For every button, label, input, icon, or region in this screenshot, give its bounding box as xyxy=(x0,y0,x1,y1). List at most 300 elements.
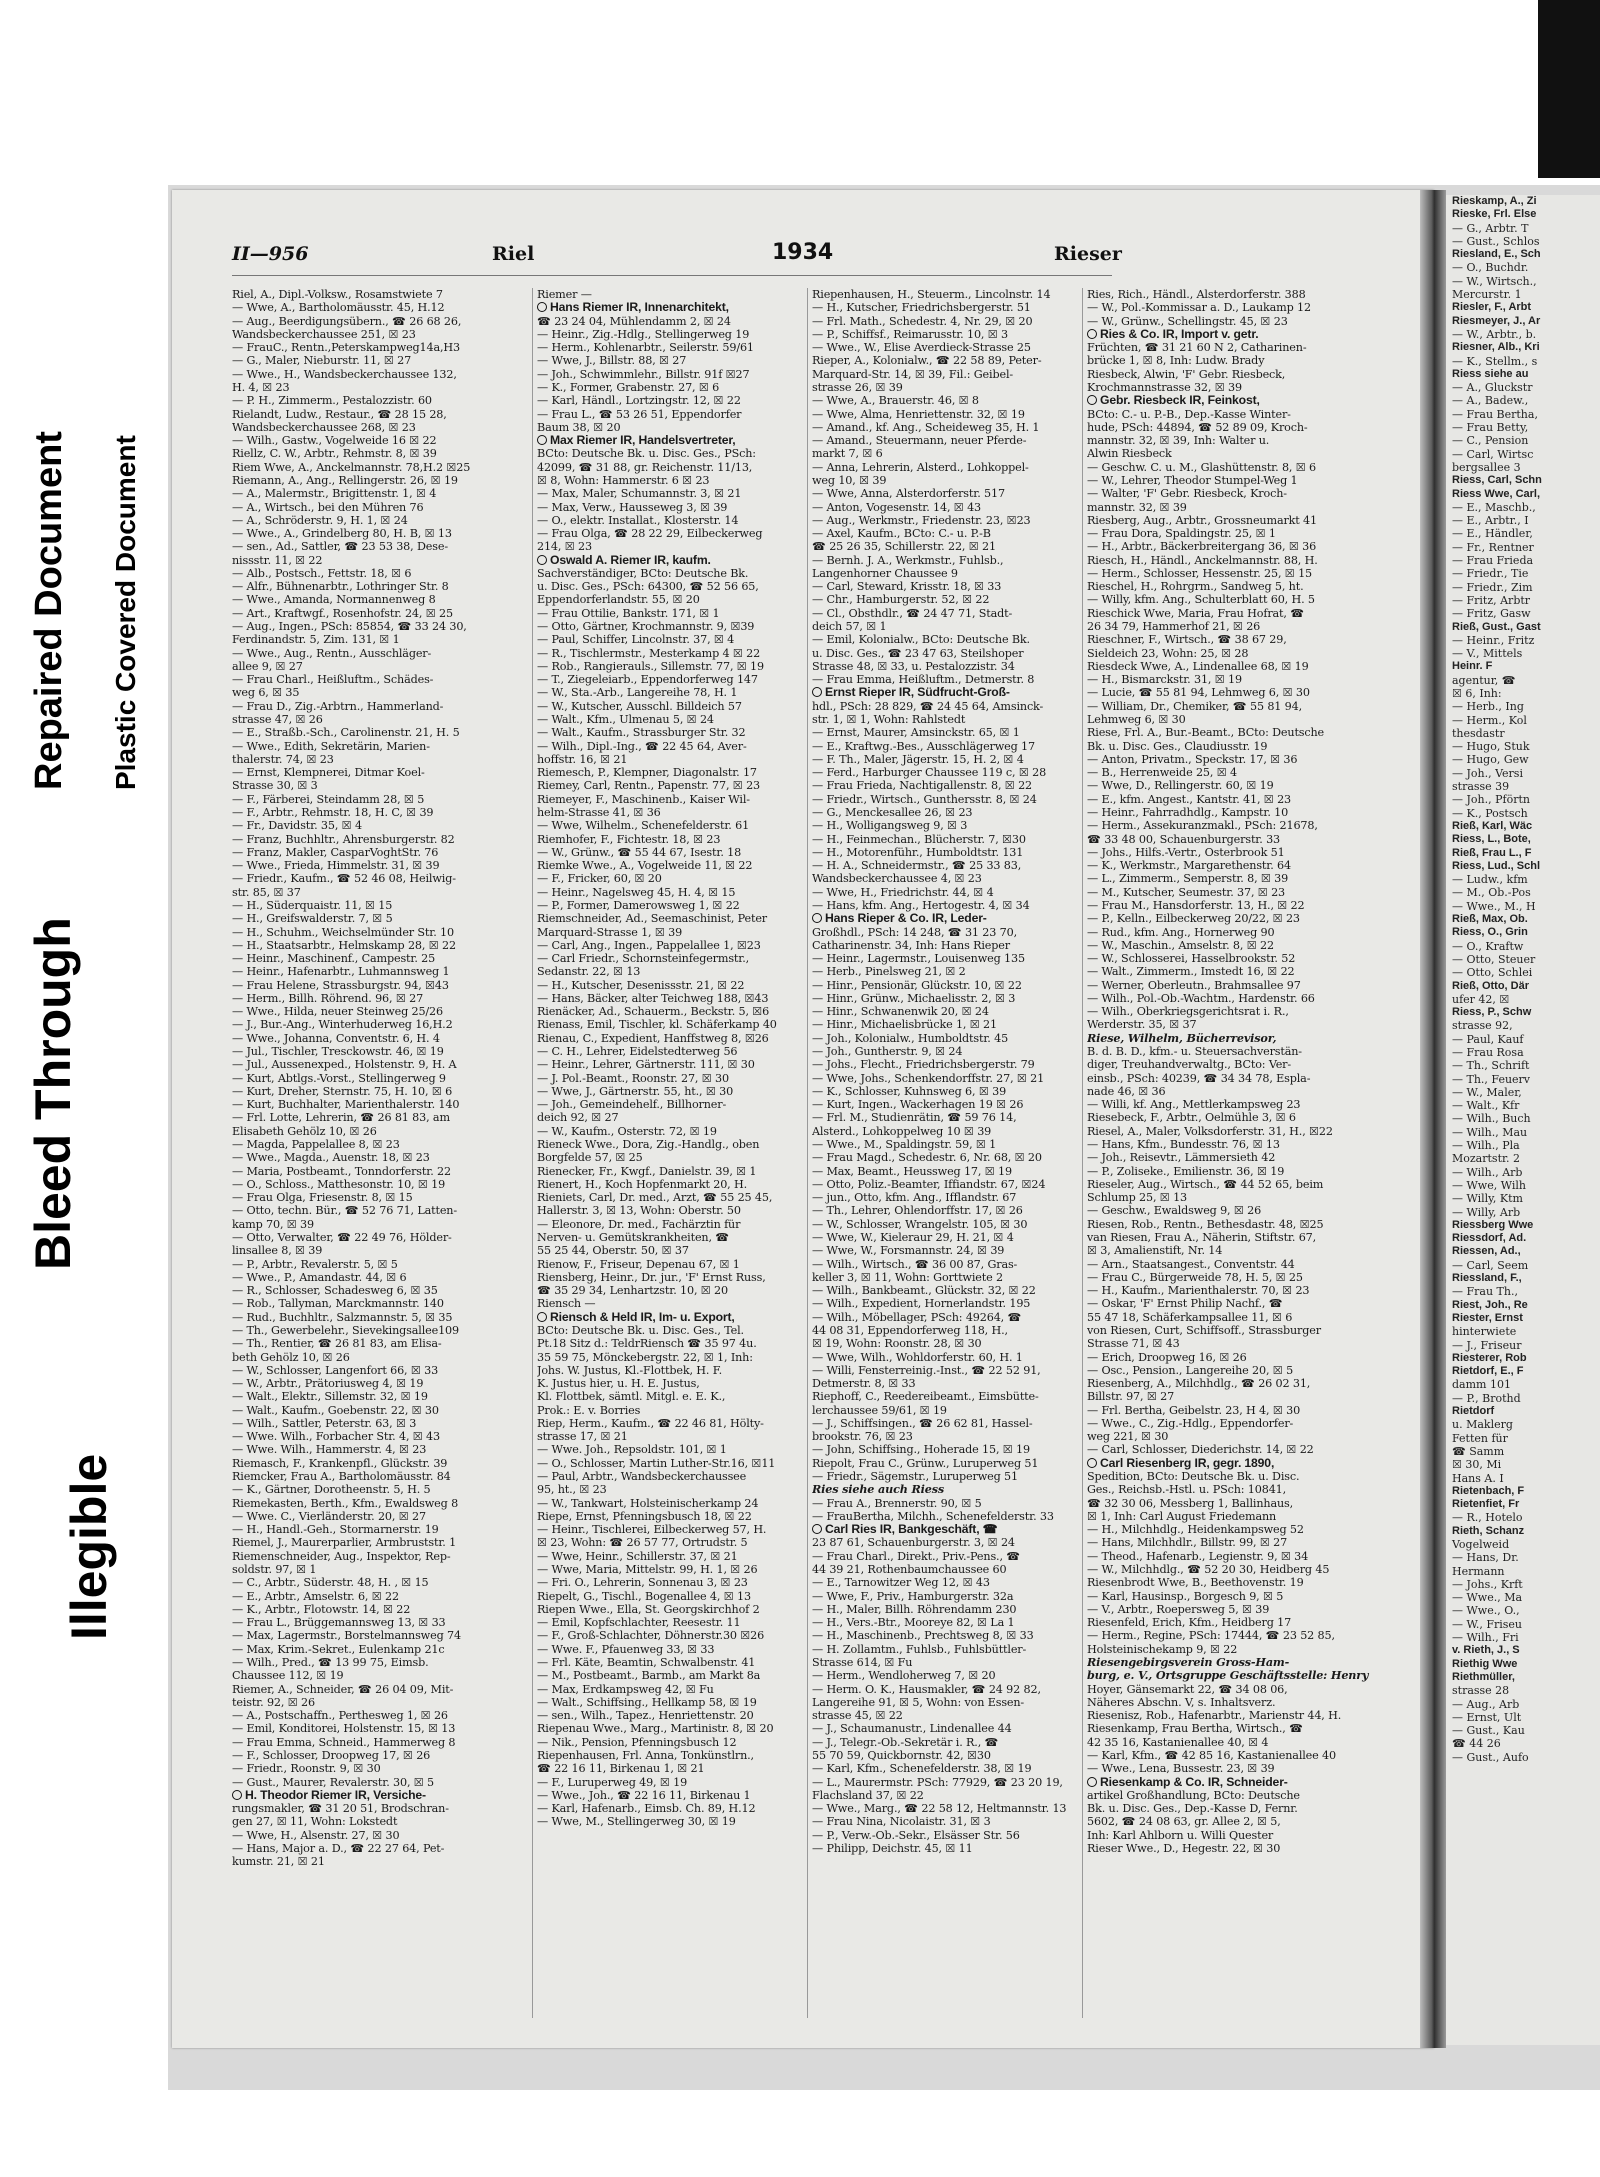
directory-entry xyxy=(232,315,529,328)
bullet-circle-icon xyxy=(232,1790,242,1800)
bullet-circle-icon xyxy=(537,1312,547,1322)
entry-text: H. 4, ☒ 23 xyxy=(232,380,290,394)
directory-entry xyxy=(537,1590,834,1603)
entry-text: Strasse 614, ☒ Fu xyxy=(812,1655,913,1669)
entry-text: Riepelt, G., Tischl., Bogenallee 4, ☒ 13 xyxy=(537,1589,751,1603)
directory-entry xyxy=(232,1018,529,1031)
entry-text: — Hans, Kfm., Bundesstr. 76, ☒ 13 xyxy=(1087,1138,1280,1151)
directory-entry xyxy=(537,1430,834,1443)
entry-text: — L., Zimmerm., Semperstr. 8, ☒ 39 xyxy=(1087,872,1289,886)
directory-entry xyxy=(812,1656,1109,1669)
directory-entry xyxy=(1087,1683,1411,1696)
directory-entry xyxy=(812,1098,1109,1111)
entry-text: — V., Arbtr., Roepersweg 5, ☒ 39 xyxy=(1087,1602,1270,1616)
next-page-entry: Hermann xyxy=(1452,1564,1505,1578)
directory-entry xyxy=(1087,341,1411,354)
entry-text: Riensch — xyxy=(537,1297,596,1311)
entry-text: Strasse 71, ☒ 43 xyxy=(1087,1337,1180,1351)
directory-entry xyxy=(232,1776,529,1789)
directory-entry xyxy=(812,686,1109,699)
directory-entry xyxy=(812,1802,1109,1815)
directory-entry xyxy=(537,1204,834,1217)
entry-text: nade 46, ☒ 36 xyxy=(1087,1084,1166,1098)
directory-entry xyxy=(1087,633,1411,646)
next-page-entry: — C., Pension xyxy=(1452,434,1529,448)
directory-entry xyxy=(812,1616,1109,1629)
directory-entry xyxy=(1087,1563,1411,1576)
entry-text: Werderstr. 35, ☒ 37 xyxy=(1087,1018,1197,1032)
directory-entry xyxy=(812,1829,1109,1842)
directory-entry xyxy=(812,434,1109,447)
entry-text: ☎ 22 16 11, Birkenau 1, ☒ 21 xyxy=(537,1762,705,1776)
directory-entry xyxy=(1087,1523,1411,1536)
entry-text: — E., Tarnowitzer Weg 12, ☒ 43 xyxy=(812,1576,990,1590)
entry-text: ☒ 1, Inh: Carl August Friedemann xyxy=(1087,1509,1277,1523)
next-page-entry: — Walt., Kfr xyxy=(1452,1099,1520,1113)
entry-text: — Frau A., Brennerstr. 90, ☒ 5 xyxy=(812,1496,982,1510)
directory-entry xyxy=(812,1590,1109,1603)
entry-text: — H. Zollamtm., Fuhlsb., Fuhlsbüttler- xyxy=(812,1642,1027,1656)
directory-entry xyxy=(537,992,834,1005)
entry-text: Riepolt, Frau C., Grünw., Luruperweg 51 xyxy=(812,1456,1039,1470)
directory-entry xyxy=(232,766,529,779)
label-illegible: Illegible xyxy=(61,1453,117,1640)
directory-entry xyxy=(812,1417,1109,1430)
directory-entry xyxy=(1087,939,1411,952)
entry-text: Riemer, A., Schneider, ☎ 26 04 09, Mit- xyxy=(232,1682,454,1696)
directory-entry xyxy=(232,328,529,341)
directory-entry xyxy=(232,394,529,407)
entry-text: — Frl. Math., Schedestr. 4, Nr. 29, ☒ 20 xyxy=(812,314,1033,328)
next-page-entry: Heinr. F xyxy=(1452,660,1493,673)
directory-entry xyxy=(812,952,1109,965)
directory-entry xyxy=(812,1364,1109,1377)
directory-entry xyxy=(1087,952,1411,965)
directory-entry xyxy=(537,1656,834,1669)
directory-entry xyxy=(1087,514,1411,527)
directory-entry xyxy=(232,1085,529,1098)
directory-entry xyxy=(812,886,1109,899)
entry-text: — J., Bur.-Ang., Winterhuderweg 16,H.2 xyxy=(232,1018,453,1032)
entry-text: — Wwe, A., Bartholomäusstr. 45, H.12 xyxy=(232,301,445,315)
entry-text: — Magda, Pappelallee 8, ☒ 23 xyxy=(232,1138,400,1151)
entry-text: — Heinr., Lehrer, Gärtnerstr. 111, ☒ 30 xyxy=(537,1058,755,1072)
directory-entry xyxy=(232,607,529,620)
entry-text: Wandsbeckerchaussee 4, ☒ 23 xyxy=(812,872,982,886)
directory-entry xyxy=(1087,1058,1411,1071)
entry-text: Riese, Frl. A., Bur.-Beamt., BCto: Deutsche xyxy=(1087,726,1325,740)
directory-entry xyxy=(812,1337,1109,1350)
entry-text: — Wwe, Heinr., Schillerstr. 37, ☒ 21 xyxy=(537,1549,738,1563)
directory-entry xyxy=(537,1271,834,1284)
directory-entry xyxy=(232,1855,529,1868)
directory-entry xyxy=(537,1616,834,1629)
entry-text: — Joh., Kolonialw., Humboldtstr. 45 xyxy=(812,1031,1009,1045)
entry-text: Flachsland 37, ☒ 22 xyxy=(812,1788,924,1802)
directory-entry xyxy=(537,1550,834,1563)
entry-text: — Frau Charl., Heißluftm., Schädes- xyxy=(232,673,434,687)
next-page-entry: — Otto, Steuer xyxy=(1452,952,1536,966)
directory-entry xyxy=(232,593,529,606)
entry-text: brücke 1, ☒ 8, Inh: Ludw. Brady xyxy=(1087,354,1265,368)
entry-text: Chaussee 112, ☒ 19 xyxy=(232,1669,344,1683)
directory-entry xyxy=(232,1271,529,1284)
entry-text: — Franz, Buchhltr., Ahrensburgerstr. 82 xyxy=(232,832,455,846)
entry-text: — Wilh., Oberkriegsgerichtsrat i. R., xyxy=(1087,1005,1289,1019)
entry-text: — F., Schlosser, Droopweg 17, ☒ 26 xyxy=(232,1748,431,1762)
next-page-entry: Riessland, F., xyxy=(1452,1272,1522,1285)
directory-column-3 xyxy=(812,288,1109,2018)
entry-text: — Frau L., ☎ 53 26 51, Eppendorfer xyxy=(537,407,742,421)
entry-text: — Herm., Wendloherweg 7, ☒ 20 xyxy=(812,1669,996,1683)
directory-entry xyxy=(812,461,1109,474)
entry-text: Rienau, C., Expedient, Hanffstweg 8, ☒26 xyxy=(537,1031,769,1045)
directory-entry xyxy=(812,939,1109,952)
directory-entry xyxy=(537,939,834,952)
directory-entry xyxy=(812,1749,1109,1762)
entry-text: mannstr. 32, ☒ 39 xyxy=(1087,500,1187,514)
directory-entry xyxy=(537,1045,834,1058)
next-page-entry: — Wwe, Wilh xyxy=(1452,1178,1526,1192)
entry-text: — John, Schiffsing., Hoherade 15, ☒ 19 xyxy=(812,1443,1030,1457)
next-page-entry: — Fr., Rentner xyxy=(1452,540,1534,554)
directory-entry xyxy=(812,633,1109,646)
next-page-entry: Riessdorf, Ad. xyxy=(1452,1232,1527,1245)
directory-entry xyxy=(1087,1151,1411,1164)
directory-entry xyxy=(232,912,529,925)
next-page-entry: — G., Arbtr. T xyxy=(1452,221,1529,235)
entry-text: — Frau D., Zig.-Arbtrn., Hammerland- xyxy=(232,699,444,713)
directory-entry xyxy=(232,1284,529,1297)
next-page-entry: — Wwe., Ma xyxy=(1452,1591,1523,1605)
bullet-circle-icon xyxy=(812,687,822,697)
entry-text: — Karl, Hafenarb., Eimsb. Ch. 89, H.12 xyxy=(537,1802,756,1816)
entry-text: — Wwe., Frieda, Himmelstr. 31, ☒ 39 xyxy=(232,859,440,873)
directory-entry xyxy=(537,806,834,819)
entry-text: Rieschner, F., Wirtsch., ☎ 38 67 29, xyxy=(1087,633,1287,647)
entry-text: — Max, Krim.-Sekret., Eulenkamp 21c xyxy=(232,1642,445,1656)
entry-text: — Nik., Pension, Pfenningsbusch 12 xyxy=(537,1735,737,1749)
directory-entry xyxy=(812,833,1109,846)
directory-entry xyxy=(232,647,529,660)
bullet-circle-icon xyxy=(812,1524,822,1534)
entry-text: — Arn., Staatsangest., Conventstr. 44 xyxy=(1087,1257,1295,1271)
next-page-entry: ☎ 44 26 xyxy=(1452,1737,1501,1751)
next-page-entry: — Carl, Seem xyxy=(1452,1258,1529,1272)
entry-text: — H., Schuhm., Weichselmünder Str. 10 xyxy=(232,925,454,939)
entry-text: Großhdl., PSch: 14 248, ☎ 31 23 70, xyxy=(812,925,1017,939)
directory-entry xyxy=(232,1258,529,1271)
directory-entry xyxy=(1087,1324,1411,1337)
next-page-entry: — Hans, Dr. xyxy=(1452,1551,1519,1565)
label-plastic-covered-document: Plastic Covered Document xyxy=(110,435,141,790)
directory-entry xyxy=(232,1404,529,1417)
entry-text: Borgfelde 57, ☒ 25 xyxy=(537,1151,643,1165)
directory-entry xyxy=(537,1683,834,1696)
next-page-entry: Riesland, E., Sch xyxy=(1452,248,1541,261)
entry-text: — W., Grünw., Schellingstr. 45, ☒ 23 xyxy=(1087,314,1288,328)
entry-text: — Wwe., Amanda, Normannenweg 8 xyxy=(232,593,436,607)
entry-text: — Wwe., H., Wandsbeckerchaussee 132, xyxy=(232,367,457,381)
directory-entry xyxy=(812,487,1109,500)
entry-text: — A., Malermstr., Brigittenstr. 1, ☒ 4 xyxy=(232,487,437,501)
directory-entry xyxy=(1087,673,1411,686)
entry-text: Riemke Wwe., A., Vogelweide 11, ☒ 22 xyxy=(537,859,753,873)
directory-entry xyxy=(812,1178,1109,1191)
directory-entry xyxy=(1087,1536,1411,1549)
directory-entry xyxy=(812,1629,1109,1642)
entry-text: Rienow, F., Friseur, Depenau 67, ☒ 1 xyxy=(537,1257,740,1271)
entry-text: Riesenkamp & Co. IR, Schneider- xyxy=(1100,1775,1288,1789)
directory-entry xyxy=(812,328,1109,341)
directory-entry xyxy=(812,1536,1109,1549)
entry-text: Rieseler, Aug., Wirtsch., ☎ 44 52 65, beim xyxy=(1087,1177,1324,1191)
directory-entry xyxy=(537,647,834,660)
entry-text: — Axel, Kaufm., BCto: C.- u. P.-B xyxy=(812,527,991,541)
entry-text: — Rob., Rangierauls., Sillemstr. 77, ☒ 19 xyxy=(537,659,764,673)
entry-text: — Johs., Flecht., Friedrichsbergerstr. 79 xyxy=(812,1058,1035,1072)
directory-entry xyxy=(232,1656,529,1669)
entry-text: Hans Rieper & Co. IR, Leder- xyxy=(825,912,987,926)
directory-entry xyxy=(537,408,834,421)
directory-entry xyxy=(1087,607,1411,620)
directory-entry xyxy=(537,567,834,580)
entry-text: einsb., PSch: 40239, ☎ 34 34 78, Espla- xyxy=(1087,1071,1311,1085)
entry-text: ☒ 3, Amalienstift, Nr. 14 xyxy=(1087,1244,1223,1258)
entry-text: — Heinr., Fahrradhdlg., Kampstr. 10 xyxy=(1087,805,1289,819)
entry-text: — Herm., Kohlenarbtr., Seilerstr. 59/61 xyxy=(537,341,754,355)
directory-entry xyxy=(537,1390,834,1403)
entry-text: — Hinr., Grünw., Michaelisstr. 2, ☒ 3 xyxy=(812,991,1016,1005)
entry-text: — H., Motorenführ., Humboldtstr. 131 xyxy=(812,845,1024,859)
directory-entry xyxy=(232,979,529,992)
entry-text: — Th., Lehrer, Ohlendorffstr. 17, ☒ 26 xyxy=(812,1204,1023,1218)
entry-text: Riem Wwe, A., Anckelmannstr. 78,H.2 ☒25 xyxy=(232,460,471,474)
directory-entry xyxy=(232,487,529,500)
directory-entry xyxy=(537,1364,834,1377)
entry-text: — Frau Helene, Strassburgstr. 94, ☒43 xyxy=(232,978,449,992)
directory-entry xyxy=(232,965,529,978)
entry-text: Max Riemer IR, Handelsvertreter, xyxy=(550,434,736,448)
entry-text: — Herm., Schlosser, Hessenstr. 25, ☒ 15 xyxy=(1087,566,1312,580)
next-page-entry: Riess siehe au xyxy=(1452,367,1529,380)
next-page-fragment xyxy=(1446,195,1600,2045)
entry-text: — H., Kutscher, Desenissstr. 21, ☒ 22 xyxy=(537,978,745,992)
entry-text: — Wilh., Expedient, Hornerlandstr. 195 xyxy=(812,1297,1031,1311)
directory-entry xyxy=(537,501,834,514)
entry-text: — Wwe., W., Elise Averdieck-Strasse 25 xyxy=(812,341,1031,355)
next-page-entry: — W., Friseu xyxy=(1452,1617,1523,1631)
directory-entry xyxy=(1087,726,1411,739)
entry-text: — Otto, Poliz.-Beamter, Iffiandstr. 67, ☒24 xyxy=(812,1177,1046,1191)
entry-text: — O., Schloss., Matthesonstr. 10, ☒ 19 xyxy=(232,1177,446,1191)
entry-text: — Carl, Steward, Krisstr. 18, ☒ 33 xyxy=(812,580,1002,594)
directory-entry xyxy=(1087,580,1411,593)
entry-text: Riellz, C. W., Arbtr., Rehmstr. 8, ☒ 39 xyxy=(232,447,437,461)
entry-text: — Kurt, Ingen., Wackerhagen 19 ☒ 26 xyxy=(812,1098,1024,1112)
directory-entry xyxy=(537,381,834,394)
directory-entry xyxy=(1087,1005,1411,1018)
entry-text: — P., Zoliseke., Emilienstr. 36, ☒ 19 xyxy=(1087,1164,1285,1178)
directory-entry xyxy=(232,846,529,859)
directory-entry xyxy=(1087,1018,1411,1031)
entry-text: — Heinr., Hafenarbtr., Luhmannsweg 1 xyxy=(232,965,450,979)
directory-entry xyxy=(537,1749,834,1762)
directory-entry xyxy=(537,633,834,646)
entry-text: — Gust., Maurer, Revalerstr. 30, ☒ 5 xyxy=(232,1775,435,1789)
entry-text: — Chr., Hamburgerstr. 52, ☒ 22 xyxy=(812,593,990,607)
directory-entry xyxy=(537,620,834,633)
directory-entry xyxy=(1087,1218,1411,1231)
directory-entry xyxy=(232,1218,529,1231)
directory-entry xyxy=(1087,740,1411,753)
directory-entry xyxy=(1087,354,1411,367)
directory-entry xyxy=(537,554,834,567)
next-page-entry: — Friedr., Tie xyxy=(1452,567,1529,581)
next-page-entry: — Paul, Kauf xyxy=(1452,1032,1524,1046)
directory-entry xyxy=(232,1045,529,1058)
entry-text: — Otto, Verwalter, ☎ 22 49 76, Hölder- xyxy=(232,1230,452,1244)
directory-entry xyxy=(232,1324,529,1337)
entry-text: 5602, ☎ 24 08 63, gr. Allee 2, ☒ 5, xyxy=(1087,1815,1281,1829)
directory-entry xyxy=(1087,1072,1411,1085)
directory-entry xyxy=(537,607,834,620)
directory-entry xyxy=(232,461,529,474)
entry-text: — Wwe, W., Kieleraur 29, H. 21, ☒ 4 xyxy=(812,1230,1014,1244)
entry-text: — Wwe., A., Grindelberg 80, H. B, ☒ 13 xyxy=(232,527,452,541)
entry-text: — Max, Erdkampsweg 42, ☒ Fu xyxy=(537,1682,714,1696)
directory-entry xyxy=(1087,421,1411,434)
directory-entry xyxy=(1087,1629,1411,1642)
entry-text: — P., Arbtr., Revalerstr. 5, ☒ 5 xyxy=(232,1257,398,1271)
directory-entry xyxy=(1087,1032,1411,1045)
directory-entry xyxy=(1087,1829,1411,1842)
entry-text: — Wilh., Bankbeamt., Glückstr. 32, ☒ 22 xyxy=(812,1284,1036,1298)
directory-entry xyxy=(1087,992,1411,1005)
entry-text: — M., Postbeamt., Barmb., am Markt 8a xyxy=(537,1669,761,1683)
directory-entry xyxy=(537,779,834,792)
entry-text: — Wwe. Joh., Repsoldstr. 101, ☒ 1 xyxy=(537,1443,727,1457)
directory-entry xyxy=(812,620,1109,633)
entry-text: helm-Strasse 41, ☒ 36 xyxy=(537,805,661,819)
directory-entry xyxy=(812,354,1109,367)
directory-entry xyxy=(537,833,834,846)
entry-text: Rieser Wwe., D., Hegestr. 22, ☒ 30 xyxy=(1087,1841,1281,1855)
directory-entry xyxy=(1087,1510,1411,1523)
directory-entry xyxy=(537,487,834,500)
entry-text: Rienäcker, Ad., Schauerm., Beckstr. 5, ☒6 xyxy=(537,1005,770,1019)
directory-entry xyxy=(537,288,834,301)
directory-entry xyxy=(812,979,1109,992)
directory-entry xyxy=(812,1815,1109,1828)
directory-entry xyxy=(232,713,529,726)
directory-entry xyxy=(1087,660,1411,673)
entry-text: Sieldeich 23, Wohn: 25, ☒ 28 xyxy=(1087,646,1249,660)
entry-text: — Franz, Makler, CasparVoghtStr. 76 xyxy=(232,845,439,859)
directory-entry xyxy=(232,1297,529,1310)
entry-text: — Herm. O. K., Hausmakler, ☎ 24 92 82, xyxy=(812,1682,1041,1696)
next-page-entry: Rieß, Gust., Gast xyxy=(1452,620,1541,633)
entry-text: Riesenbrodt Wwe, B., Beethovenstr. 19 xyxy=(1087,1576,1304,1590)
entry-text: ☒ 19, Wohn: Roonstr. 28, ☒ 30 xyxy=(812,1337,982,1351)
entry-text: — Wwe, D., Rellingerstr. 60, ☒ 19 xyxy=(1087,779,1274,793)
directory-entry xyxy=(1087,806,1411,819)
directory-entry xyxy=(232,1576,529,1589)
entry-text: — Wwe, H., Alsenstr. 27, ☒ 30 xyxy=(232,1828,400,1842)
entry-text: — Heinr., Maschinenf., Campestr. 25 xyxy=(232,952,436,966)
entry-text: Sedanstr. 22, ☒ 13 xyxy=(537,965,641,979)
directory-entry xyxy=(232,833,529,846)
entry-text: — G., Menckesallee 26, ☒ 23 xyxy=(812,805,973,819)
entry-text: — Max, Lagermstr., Borstelmannsweg 74 xyxy=(232,1629,461,1643)
entry-text: — Hans, kfm. Ang., Hertogestr. 4, ☒ 34 xyxy=(812,898,1030,912)
entry-text: — Hans, Bäcker, alter Teichweg 188, ☒43 xyxy=(537,991,769,1005)
entry-text: strasse 47, ☒ 26 xyxy=(232,713,323,726)
entry-text: ☎ 23 24 04, Mühlendamm 2, ☒ 24 xyxy=(537,314,731,328)
directory-entry xyxy=(232,1138,529,1151)
entry-text: — M., Kutscher, Seumestr. 37, ☒ 23 xyxy=(1087,885,1285,899)
entry-text: — Ernst, Klempnerei, Ditmar Koel- xyxy=(232,766,425,780)
directory-entry xyxy=(1087,1789,1411,1802)
entry-text: — Wwe., M., Spaldingstr. 59, ☒ 1 xyxy=(812,1138,997,1151)
directory-entry xyxy=(537,1629,834,1642)
page-header xyxy=(232,240,1122,276)
directory-entry xyxy=(232,926,529,939)
directory-entry xyxy=(1087,540,1411,553)
entry-text: — Heinr., Lagermstr., Louisenweg 135 xyxy=(812,952,1025,966)
directory-entry xyxy=(232,952,529,965)
entry-text: — Herm., Assekuranzmakl., PSch: 21678, xyxy=(1087,819,1318,833)
entry-text: Inh: Karl Ahlborn u. Willi Quester xyxy=(1087,1828,1274,1842)
entry-text: hdl., PSch: 28 829, ☎ 24 45 64, Amsinck- xyxy=(812,699,1044,713)
directory-entry xyxy=(232,1497,529,1510)
entry-text: — Amand., kf. Ang., Scheideweg 35, H. 1 xyxy=(812,420,1040,434)
directory-entry xyxy=(232,1815,529,1828)
entry-text: — Wwe., P., Amandastr. 44, ☒ 6 xyxy=(232,1270,407,1284)
directory-entry xyxy=(1087,793,1411,806)
directory-entry xyxy=(1087,447,1411,460)
directory-entry xyxy=(1087,1258,1411,1271)
next-page-entry: — Wilh., Pla xyxy=(1452,1139,1520,1153)
entry-text: Riemann, A., Ang., Rellingerstr. 26, ☒ 19 xyxy=(232,473,458,487)
directory-entry xyxy=(1087,487,1411,500)
next-page-entry: bergsallee 3 xyxy=(1452,460,1521,474)
entry-text: — Wwe, H., Friedrichstr. 44, ☒ 4 xyxy=(812,885,994,899)
next-page-entry: ☎ Samm xyxy=(1452,1444,1505,1458)
directory-entry xyxy=(1087,408,1411,421)
directory-entry xyxy=(812,474,1109,487)
next-page-entry: Rieß, Otto, Där xyxy=(1452,979,1530,992)
entry-text: — C. H., Lehrer, Eidelstedterweg 56 xyxy=(537,1045,738,1059)
directory-entry xyxy=(232,819,529,832)
next-page-entry: — Th., Schrift xyxy=(1452,1059,1530,1073)
next-page-entry: — V., Mittels xyxy=(1452,647,1523,661)
header-year: 1934 xyxy=(772,240,834,265)
directory-entry xyxy=(537,474,834,487)
entry-text: — Jul., Tischler, Tresckowstr. 46, ☒ 19 xyxy=(232,1045,444,1059)
entry-text: — Friedr., Wirtsch., Gunthersstr. 8, ☒ 24 xyxy=(812,792,1037,806)
directory-entry xyxy=(1087,859,1411,872)
next-page-entry: Hans A. I xyxy=(1452,1471,1504,1485)
directory-entry xyxy=(537,1111,834,1124)
next-page-entry: Mercurstr. 1 xyxy=(1452,288,1522,302)
directory-entry xyxy=(232,1204,529,1217)
directory-entry xyxy=(537,354,834,367)
entry-text: Rienecker, Fr., Kwgf., Danielstr. 39, ☒ 1 xyxy=(537,1164,757,1178)
directory-entry xyxy=(537,1802,834,1815)
directory-entry xyxy=(537,593,834,606)
next-page-entry: — Aug., Arb xyxy=(1452,1697,1520,1711)
